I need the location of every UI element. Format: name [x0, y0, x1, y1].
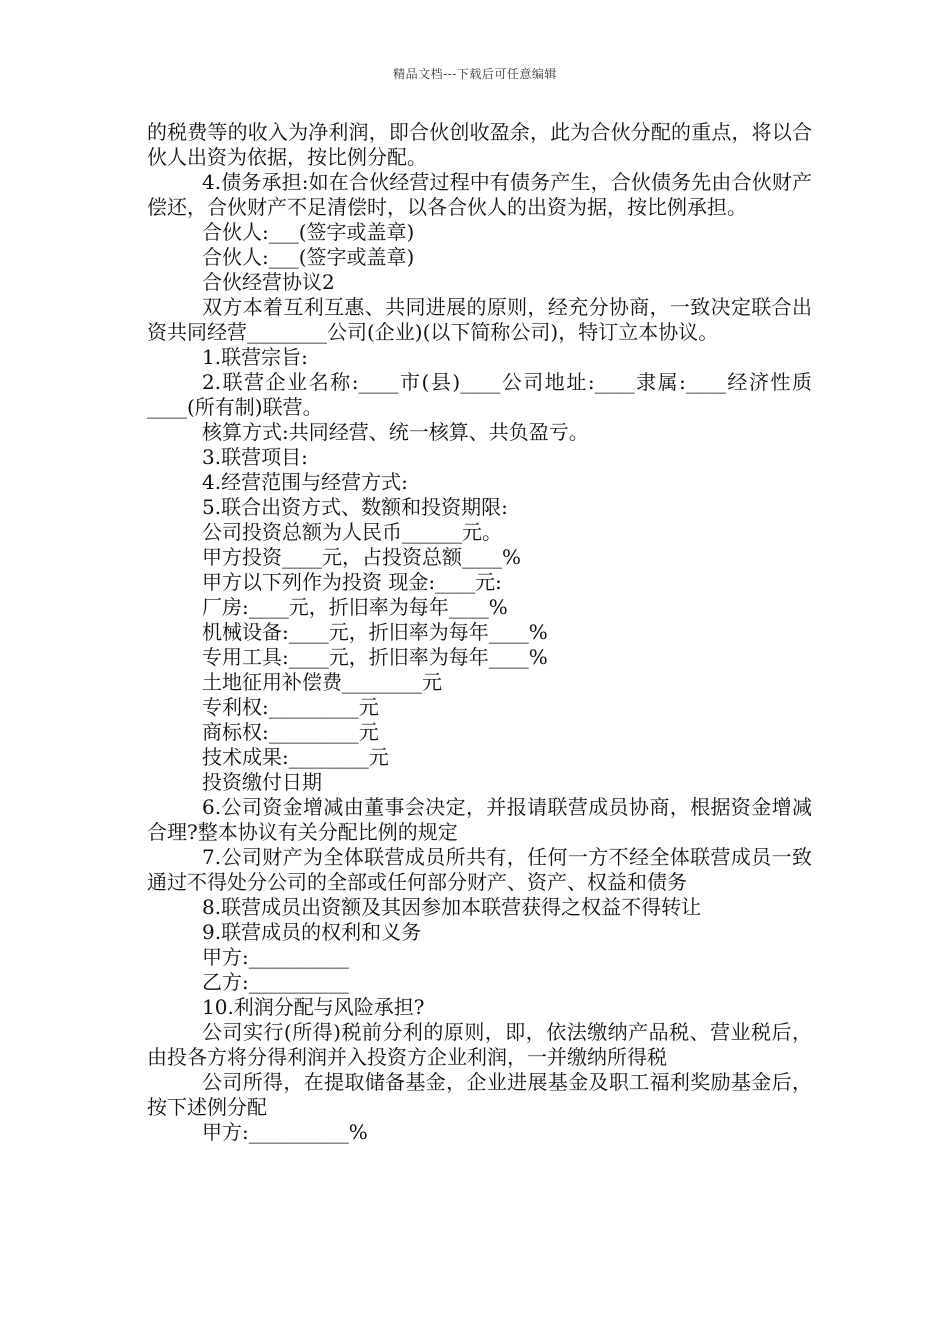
- document-paragraph: 合伙人:___(签字或盖章): [202, 245, 415, 269]
- document-paragraph: 商标权:_________元: [202, 720, 379, 744]
- document-paragraph: 的税费等的收入为净利润，即合伙创收盈余，此为合伙分配的重点，将以合伙人出资为依据，按比例分配。: [147, 120, 812, 169]
- document-paragraph: 核算方式:共同经营、统一核算、共负盈亏。: [202, 420, 589, 444]
- document-paragraph: 5.联合出资方式、数额和投资期限:: [202, 495, 508, 519]
- document-paragraph: 专利权:_________元: [202, 695, 379, 719]
- document-paragraph: 4.债务承担:如在合伙经营过程中有债务产生，合伙债务先由合伙财产偿还，合伙财产不足清偿时，以各合伙人的出资为据，按比例承担。: [147, 170, 812, 219]
- document-paragraph: 机械设备:____元，折旧率为每年____%: [202, 620, 548, 644]
- document-paragraph: 1.联营宗旨:: [202, 345, 308, 369]
- document-paragraph: 公司所得，在提取储备基金，企业进展基金及职工福利奖励基金后，按下述例分配: [147, 1070, 812, 1119]
- page-header: 精品文档---下载后可任意编辑: [393, 67, 557, 81]
- document-paragraph: 专用工具:____元，折旧率为每年____%: [202, 645, 548, 669]
- document-paragraph: 乙方:__________: [202, 970, 349, 994]
- document-paragraph: 合伙经营协议2: [202, 270, 335, 294]
- document-paragraph: 公司实行(所得)税前分利的原则，即，依法缴纳产品税、营业税后，由投各方将分得利润并入投资方企业利润，一并缴纳所得税: [147, 1020, 812, 1069]
- document-paragraph: 土地征用补偿费________元: [202, 670, 442, 694]
- document-paragraph: 6.公司资金增减由董事会决定，并报请联营成员协商，根据资金增减合理?整本协议有关分配比例的规定: [147, 795, 812, 844]
- document-paragraph: 甲方以下列作为投资 现金:____元:: [202, 570, 502, 594]
- document-paragraph: 9.联营成员的权利和义务: [202, 920, 422, 944]
- document-paragraph: 投资缴付日期: [202, 770, 322, 794]
- document-paragraph: 4.经营范围与经营方式:: [202, 470, 408, 494]
- document-body: [147, 120, 812, 1145]
- document-paragraph: 双方本着互利互惠、共同进展的原则，经充分协商，一致决定联合出资共同经营________公司(企业)(以下简称公司)，特订立本协议。: [147, 295, 812, 344]
- document-paragraph: 甲方:__________: [202, 945, 349, 969]
- document-paragraph: 10.利润分配与风险承担?: [202, 995, 425, 1019]
- document-paragraph: 合伙人:___(签字或盖章): [202, 220, 415, 244]
- document-paragraph: 公司投资总额为人民币______元。: [202, 520, 502, 544]
- document-paragraph: 8.联营成员出资额及其因参加本联营获得之权益不得转让: [202, 895, 702, 919]
- document-paragraph: 厂房:____元，折旧率为每年____%: [202, 595, 508, 619]
- document-paragraph: 甲方投资____元，占投资总额____%: [202, 545, 522, 569]
- document-paragraph: 技术成果:________元: [202, 745, 389, 769]
- document-paragraph: 2.联营企业名称:____市(县)____公司地址:____隶属:____经济性质____(所有制)联营。: [147, 370, 812, 419]
- document-paragraph: 7.公司财产为全体联营成员所共有，任何一方不经全体联营成员一致通过不得处分公司的全部或任何部分财产、资产、权益和债务: [147, 845, 812, 894]
- document-paragraph: 甲方:__________%: [202, 1120, 368, 1144]
- document-paragraph: 3.联营项目:: [202, 445, 308, 469]
